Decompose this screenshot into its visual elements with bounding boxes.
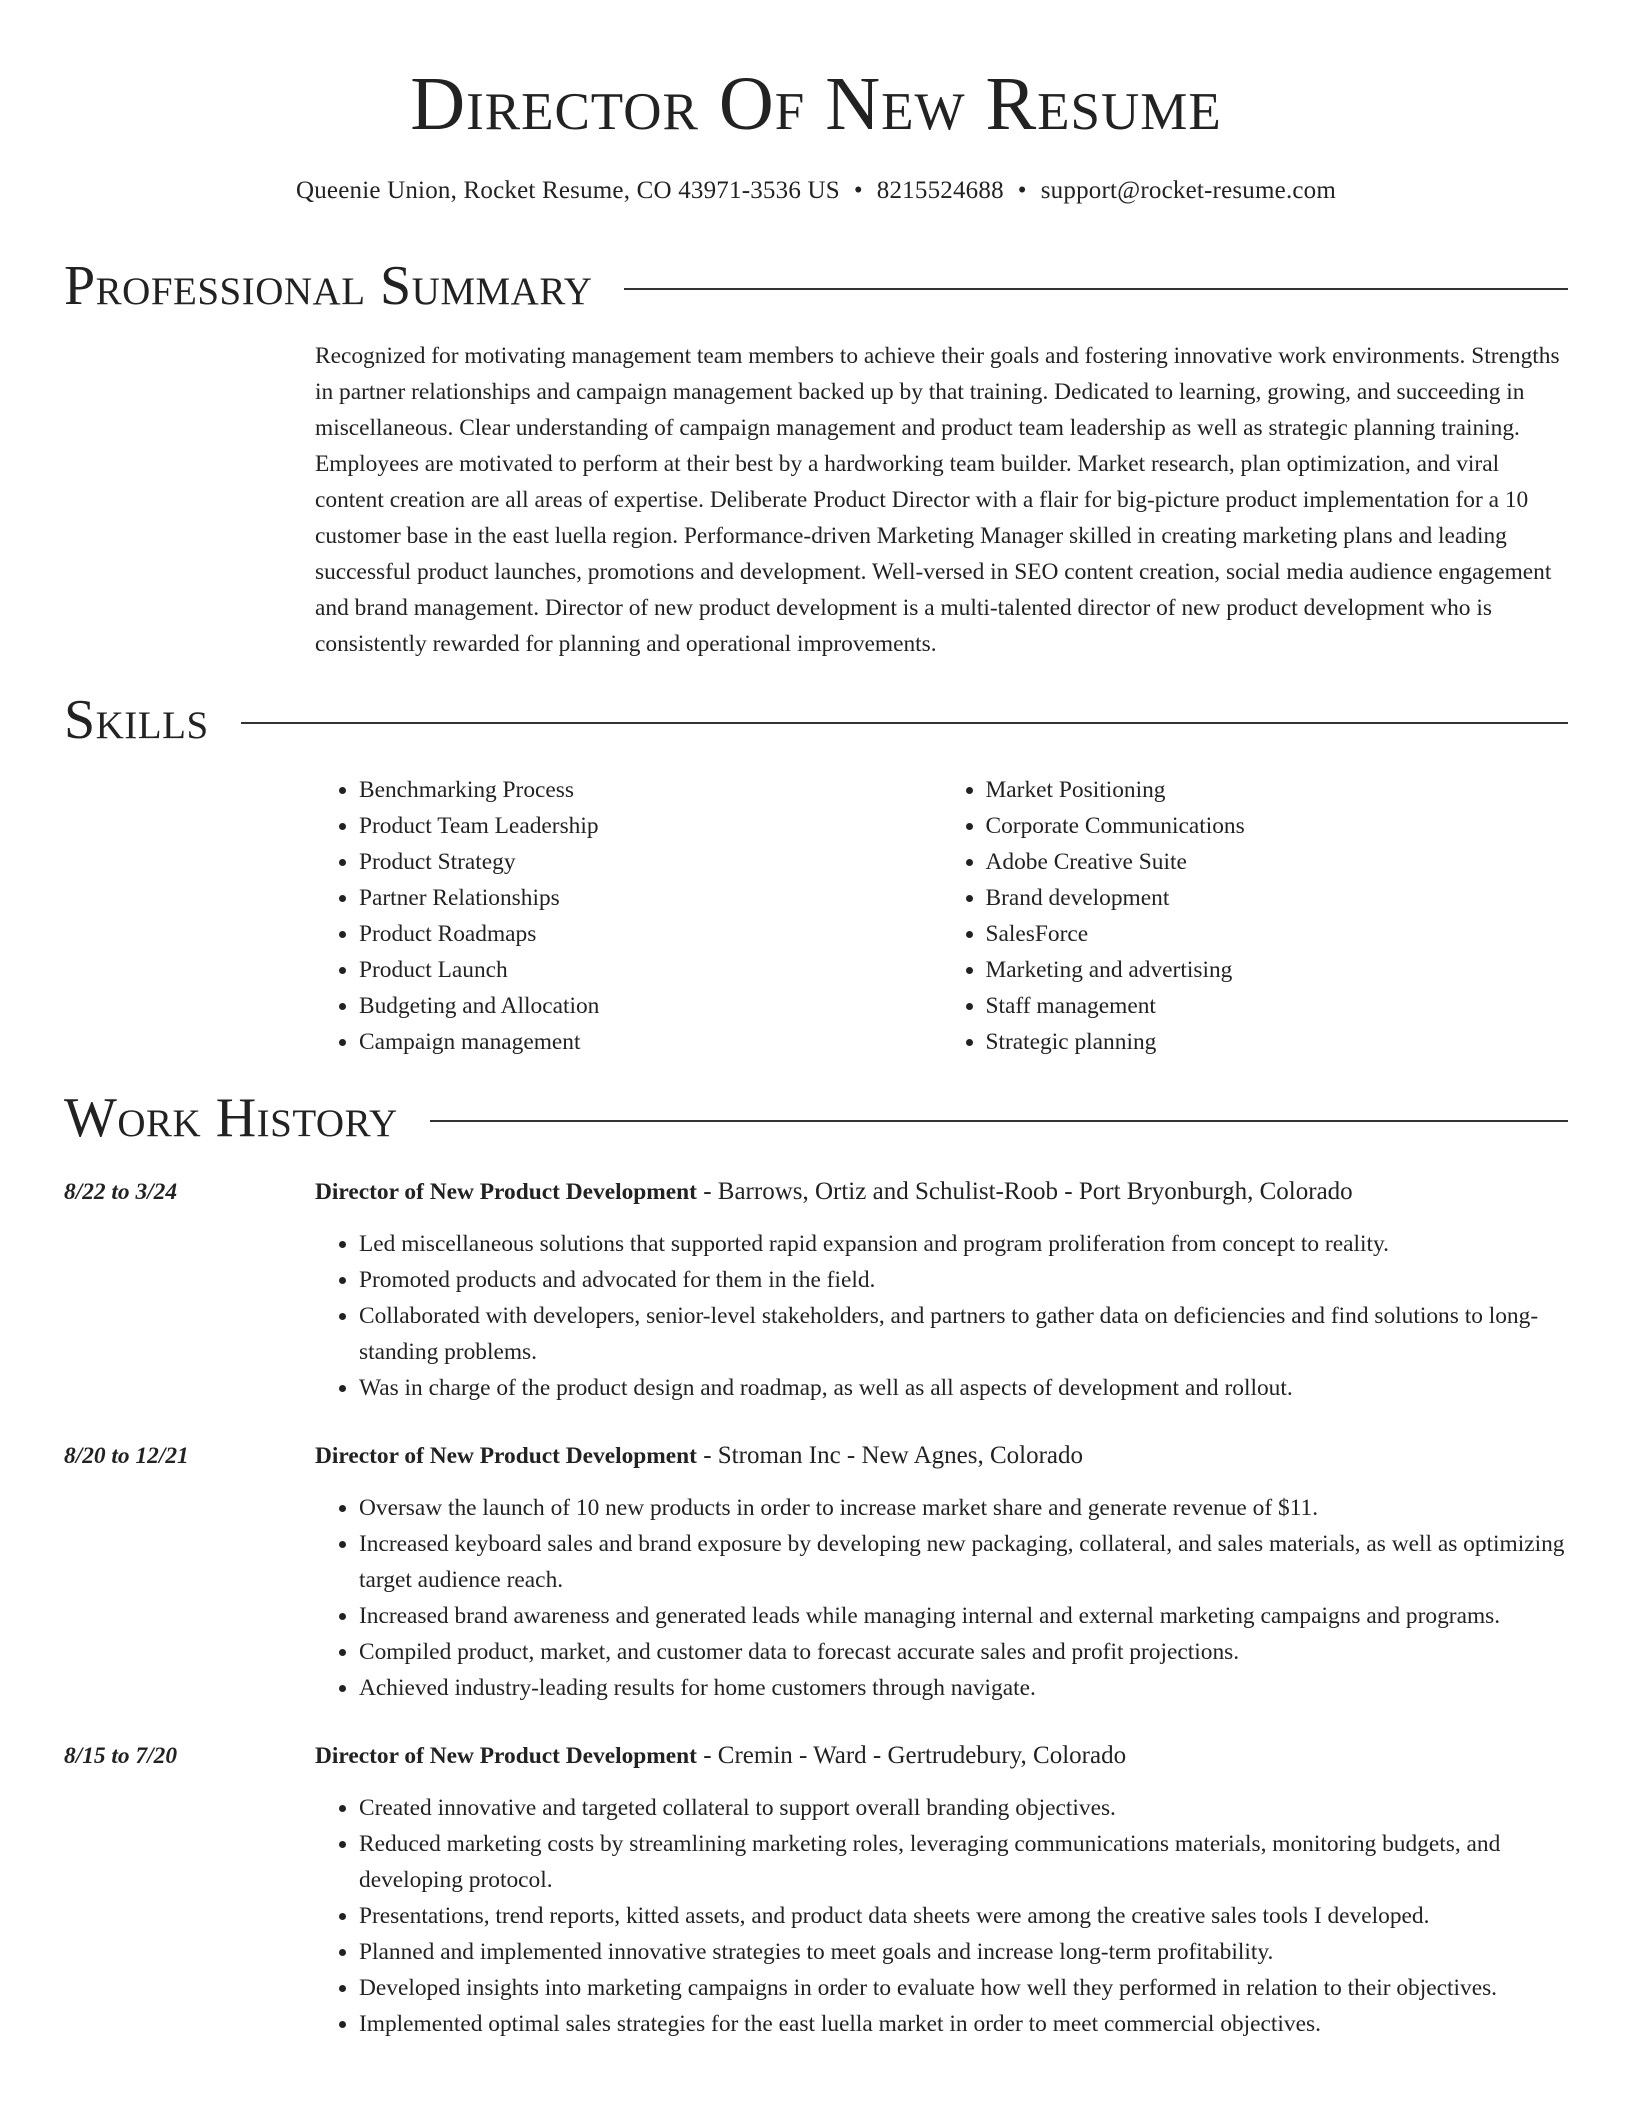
heading-rule [430,1120,1568,1122]
skill-item: • Benchmarking Process [359,772,942,808]
job-bullet: • Increased brand awareness and generated leads while managing internal and external marketing campaigns and programs. [359,1598,1568,1634]
summary-section [64,254,1568,662]
resume-name: Director Of New Resume [410,62,1222,146]
job-dates: 8/22 to 3/24 [64,1179,178,1205]
skill-item: • Product Team Leadership [359,808,942,844]
heading-rule [241,722,1568,724]
job-bullets [315,1790,1568,2042]
job-details: - Stroman Inc - New Agnes, Colorado [696,1442,1083,1469]
skill-item: • Product Strategy [359,844,942,880]
skill-item: • Product Launch [359,952,942,988]
summary-heading-text: Professional Summary [64,255,593,317]
skills-column-left [315,772,942,1060]
job-bullet: • Achieved industry-leading results for home customers through navigate. [359,1670,1568,1706]
skill-item: • Corporate Communications [986,808,1569,844]
job-details: - Barrows, Ortiz and Schulist-Roob - Port Bryonburgh, Colorado [696,1178,1353,1205]
job-bullet: • Reduced marketing costs by streamlining marketing roles, leveraging communications materials, monitoring budgets, and developing protocol. [359,1826,1568,1898]
job-dates: 8/20 to 12/21 [64,1443,189,1469]
job-body [315,1738,1568,2042]
skill-item: • Strategic planning [986,1024,1569,1060]
skill-item: • Staff management [986,988,1569,1024]
contact-separator: • [1017,177,1027,204]
skill-item: • Marketing and advertising [986,952,1569,988]
resume-page [64,0,1568,2042]
skill-item: • Campaign management [359,1024,942,1060]
contact-line [64,174,1568,208]
skill-item: • Adobe Creative Suite [986,844,1569,880]
job-bullet: • Collaborated with developers, senior-level stakeholders, and partners to gather data on deficiencies and find solutions to long-standing problems. [359,1298,1568,1370]
heading-rule [624,288,1568,290]
job-bullet: • Created innovative and targeted collateral to support overall branding objectives. [359,1790,1568,1826]
job-entry [64,1738,1568,2042]
contact-separator: • [853,177,863,204]
skills-column-right [942,772,1569,1060]
job-title: Director of New Product Development [315,1443,697,1469]
skill-item: • Brand development [986,880,1569,916]
skills-section [64,688,1568,1060]
summary-heading [64,254,1568,318]
job-body [315,1438,1568,1706]
skills-heading-text: Skills [64,689,209,751]
skill-item: • SalesForce [986,916,1569,952]
job-bullet: • Developed insights into marketing campaigns in order to evaluate how well they performed in relation to their objectives. [359,1970,1568,2006]
job-bullet: • Led miscellaneous solutions that supported rapid expansion and program proliferation from concept to reality. [359,1226,1568,1262]
contact-email: support@rocket-resume.com [1040,177,1337,204]
work-history-heading [64,1086,1568,1150]
job-entry [64,1438,1568,1706]
job-details: - Cremin - Ward - Gertrudebury, Colorado [696,1742,1127,1769]
job-bullet: • Oversaw the launch of 10 new products in order to increase market share and generate revenue of $11. [359,1490,1568,1526]
job-bullet: • Was in charge of the product design and roadmap, as well as all aspects of development and rollout. [359,1370,1568,1406]
skills-heading [64,688,1568,752]
job-bullet: • Compiled product, market, and customer data to forecast accurate sales and profit projections. [359,1634,1568,1670]
job-bullets [315,1226,1568,1406]
work-history-section [64,1086,1568,2042]
job-bullet: • Presentations, trend reports, kitted assets, and product data sheets were among the creative sales tools I developed. [359,1898,1568,1934]
summary-text: Recognized for motivating management team members to achieve their goals and fostering innovative work environments. Strengths in partner relationships and campaign management backed up by that training. Dedicated to learning, growing, and succeeding in miscellaneous. Clear understanding of campaign management and product team leadership as well as strategic planning training. Employees are motivated to perform at their best by a hardworking team builder. Market research, plan optimization, and viral content creation are all areas of expertise. Deliberate Product Director with a flair for big-picture product implementation for a 10 customer base in the east luella region. Performance-driven Marketing Manager skilled in creating marketing plans and leading successful product launches, promotions and development. Well-versed in SEO content creation, social media audience engagement and brand management. Director of new product development is a multi-talented director of new product development who is consistently rewarded for planning and operational improvements. [315,343,1560,657]
job-bullet: • Implemented optimal sales strategies for the east luella market in order to meet commercial objectives. [359,2006,1568,2042]
job-header [315,1438,1568,1474]
job-bullet: • Planned and implemented innovative strategies to meet goals and increase long-term profitability. [359,1934,1568,1970]
job-header [315,1738,1568,1774]
job-bullet: • Increased keyboard sales and brand exposure by developing new packaging, collateral, and sales materials, as well as optimizing target audience reach. [359,1526,1568,1598]
job-dates: 8/15 to 7/20 [64,1743,178,1769]
job-title: Director of New Product Development [315,1179,697,1205]
contact-address: Queenie Union, Rocket Resume, CO 43971-3536 US [295,177,840,204]
job-entry [64,1174,1568,1406]
job-body [315,1174,1568,1406]
job-bullets [315,1490,1568,1706]
skill-item: • Market Positioning [986,772,1569,808]
skills-list [315,772,1568,1060]
work-history-heading-text: Work History [64,1087,398,1149]
job-title: Director of New Product Development [315,1743,697,1769]
skill-item: • Product Roadmaps [359,916,942,952]
job-header [315,1174,1568,1210]
skill-item: • Budgeting and Allocation [359,988,942,1024]
contact-phone: 8215524688 [876,177,1004,204]
skill-item: • Partner Relationships [359,880,942,916]
job-bullet: • Promoted products and advocated for them in the field. [359,1262,1568,1298]
